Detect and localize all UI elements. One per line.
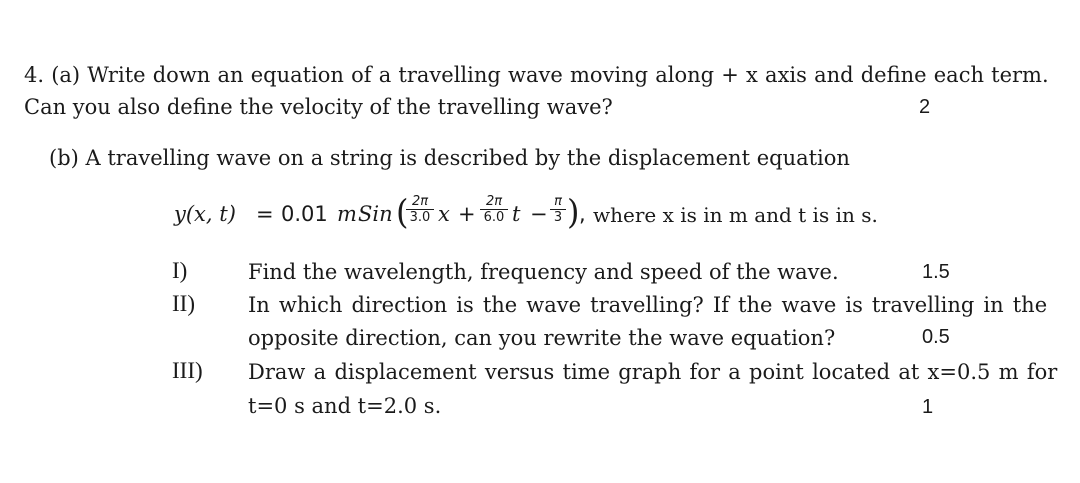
part-a-line-2: Can you also define the velocity of the travelling wave? bbox=[24, 95, 613, 119]
equation-equals: = bbox=[256, 202, 274, 226]
equation-x: x bbox=[438, 202, 450, 226]
fraction-k-denominator: 3.0 bbox=[409, 210, 431, 225]
item-3-numeral: III) bbox=[172, 358, 203, 383]
item-1-text: Find the wavelength, frequency and speed of the wave. bbox=[248, 260, 839, 284]
fraction-phase-denominator: 3 bbox=[553, 210, 563, 225]
equation-plus: + bbox=[458, 202, 476, 226]
equation-t: t bbox=[512, 202, 521, 226]
equation-sin: Sin bbox=[358, 202, 393, 226]
part-a-marks: 2 bbox=[919, 96, 931, 118]
equation-units-note: where x is in m and t is in s. bbox=[593, 203, 878, 227]
equation-fraction-phase bbox=[550, 194, 566, 226]
item-3-marks: 1 bbox=[922, 396, 934, 418]
item-3-text-line-2: t=0 s and t=2.0 s. bbox=[248, 394, 442, 418]
item-1-numeral: I) bbox=[172, 258, 188, 283]
equation-left-paren: ( bbox=[396, 192, 409, 232]
item-2-numeral: II) bbox=[172, 291, 195, 316]
fraction-omega-numerator: 2π bbox=[485, 194, 503, 209]
equation-right-paren: ) bbox=[567, 192, 580, 232]
item-2-text-line-2: opposite direction, can you rewrite the wave equation? bbox=[248, 326, 836, 350]
part-a-line-1: 4. (a) Write down an equation of a travelling wave moving along + x axis and define each term. bbox=[24, 63, 1049, 87]
item-2-text-line-1: In which direction is the wave travelling? If the wave is travelling in the bbox=[248, 293, 1048, 317]
equation-amplitude: 0.01 bbox=[281, 202, 328, 226]
item-3-text-line-1: Draw a displacement versus time graph for a point located at x=0.5 m for bbox=[248, 360, 1058, 384]
item-2-marks: 0.5 bbox=[922, 326, 950, 348]
equation-comma: , bbox=[579, 202, 586, 226]
part-b-intro: (b) A travelling wave on a string is described by the displacement equation bbox=[49, 146, 850, 170]
fraction-omega-denominator: 6.0 bbox=[483, 210, 505, 225]
equation-lhs: y(x, t) bbox=[174, 202, 236, 226]
fraction-phase-numerator: π bbox=[554, 194, 562, 209]
equation-fraction-omega bbox=[480, 194, 508, 226]
equation-unit-m: m bbox=[337, 202, 357, 226]
item-1-marks: 1.5 bbox=[922, 261, 950, 283]
fraction-k-numerator: 2π bbox=[411, 194, 429, 209]
equation-fraction-k bbox=[406, 194, 434, 226]
equation-minus: − bbox=[530, 202, 548, 226]
